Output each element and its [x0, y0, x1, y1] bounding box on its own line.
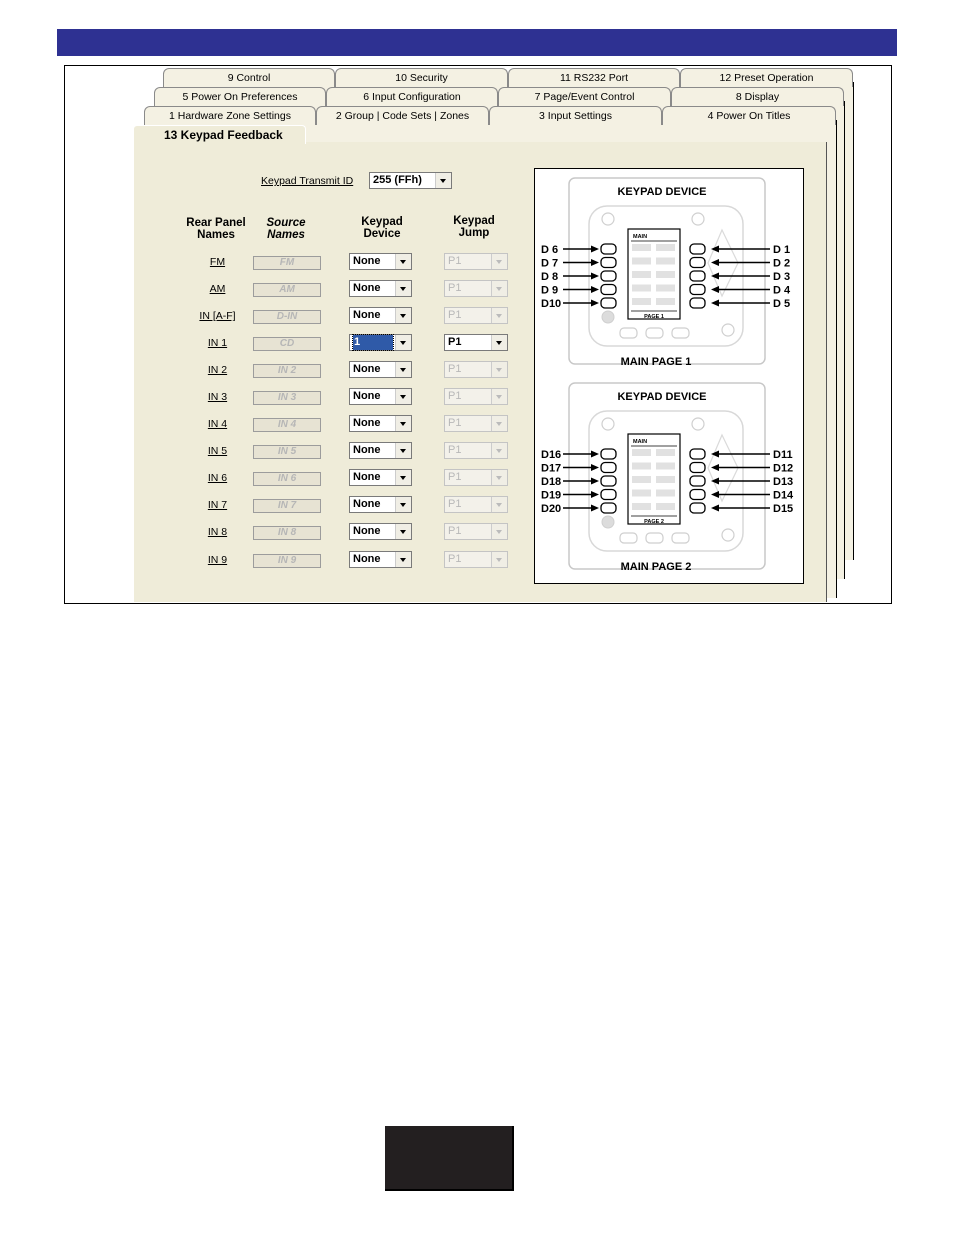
left-button-label: D18: [541, 476, 562, 488]
keypad-screen-bottom-label: PAGE 1: [644, 314, 664, 320]
keypad-device-value: None: [353, 282, 381, 294]
chevron-down-icon[interactable]: [395, 470, 411, 485]
left-button-label: D 7: [541, 257, 559, 270]
keypad-screen-top-label: MAIN: [633, 439, 648, 445]
keypad-right-button: [690, 463, 705, 473]
keypad-left-button: [601, 271, 616, 281]
keypad-round-button: [602, 311, 614, 323]
rear-panel-name: IN 5: [207, 445, 228, 457]
keypad-screen-cell: [656, 476, 675, 483]
keypad-screen-cell: [656, 244, 675, 251]
tab-security[interactable]: 10 Security: [335, 68, 508, 87]
source-name-field: FM: [253, 256, 321, 270]
tab-input-settings[interactable]: 3 Input Settings: [489, 106, 662, 125]
keypad-device-select[interactable]: [349, 334, 412, 351]
keypad-device-value: None: [353, 471, 381, 483]
keypad-jump-value: P1: [448, 498, 462, 510]
keypad-device-select[interactable]: [349, 415, 412, 432]
rear-panel-name: IN 7: [207, 499, 228, 511]
chevron-down-icon[interactable]: [491, 362, 507, 377]
keypad-diagram: [534, 168, 804, 584]
source-name-field: CD: [253, 337, 321, 351]
chevron-down-icon[interactable]: [395, 552, 411, 567]
keypad-jump-select[interactable]: [444, 496, 508, 513]
chevron-down-icon[interactable]: [491, 443, 507, 458]
chevron-down-icon[interactable]: [491, 416, 507, 431]
chevron-down-icon[interactable]: [395, 497, 411, 512]
keypad-device-value: None: [353, 498, 381, 510]
keypad-device-select[interactable]: [349, 469, 412, 486]
keypad-jump-select[interactable]: [444, 469, 508, 486]
keypad-right-button: [690, 298, 705, 308]
right-button-label: D 2: [773, 257, 791, 270]
keypad-jump-value: P1: [448, 336, 462, 348]
keypad-device-value: None: [353, 417, 381, 429]
keypad-jump-select[interactable]: [444, 388, 508, 405]
keypad-jump-value: P1: [448, 363, 462, 375]
keypad-device-select[interactable]: [349, 253, 412, 270]
source-name-field: IN 7: [253, 499, 321, 513]
keypad-screen-cell: [656, 463, 675, 470]
source-name-field: IN 4: [253, 418, 321, 432]
header-rear-panel-names: Rear Panel Names: [186, 217, 246, 241]
keypad-device-select[interactable]: [349, 442, 412, 459]
tab-keypad-feedback[interactable]: 13 Keypad Feedback: [133, 125, 306, 144]
source-name-field: IN 3: [253, 391, 321, 405]
rear-panel-name: IN 9: [207, 554, 228, 566]
tab-group-code-sets-zones[interactable]: 2 Group | Code Sets | Zones: [316, 106, 489, 125]
keypad-jump-value: P1: [448, 471, 462, 483]
source-name-field: IN 2: [253, 364, 321, 378]
keypad-jump-value: P1: [448, 255, 462, 267]
source-name-field: IN 5: [253, 445, 321, 459]
keypad-screen-cell: [632, 503, 651, 510]
keypad-device-select[interactable]: [349, 496, 412, 513]
keypad-left-button: [601, 298, 616, 308]
chevron-down-icon[interactable]: [491, 254, 507, 269]
keypad-jump-select[interactable]: [444, 307, 508, 324]
keypad-jump-select[interactable]: [444, 280, 508, 297]
keypad-screen-cell: [656, 298, 675, 305]
keypad-screen-cell: [632, 285, 651, 292]
rear-panel-name: IN [A-F]: [199, 310, 236, 322]
chevron-down-icon[interactable]: [395, 308, 411, 323]
keypad-left-button: [601, 285, 616, 295]
keypad-left-button: [601, 244, 616, 254]
chevron-down-icon[interactable]: [395, 281, 411, 296]
keypad-screen-cell: [656, 503, 675, 510]
keypad-device-select[interactable]: [349, 307, 412, 324]
keypad-left-button: [601, 463, 616, 473]
keypad-jump-select[interactable]: [444, 523, 508, 540]
keypad-right-button: [690, 449, 705, 459]
left-button-label: D17: [541, 462, 562, 475]
chevron-down-icon[interactable]: [395, 416, 411, 431]
keypad-device-value: None: [353, 553, 381, 565]
tab-hardware-zone-settings[interactable]: 1 Hardware Zone Settings: [144, 106, 316, 125]
source-name-field: IN 6: [253, 472, 321, 486]
right-button-label: D11: [773, 449, 793, 461]
keypad-screen-cell: [656, 258, 675, 265]
keypad-right-button: [690, 258, 705, 268]
keypad-device-value: None: [353, 390, 381, 402]
rear-panel-name: IN 3: [207, 391, 228, 403]
rear-panel-name: IN 8: [207, 526, 228, 538]
keypad-jump-value: P1: [448, 390, 462, 402]
right-button-label: D 4: [773, 284, 791, 297]
header-keypad-device: Keypad Device: [361, 216, 403, 240]
chevron-down-icon[interactable]: [491, 552, 507, 567]
keypad-right-button: [690, 271, 705, 281]
chevron-down-icon[interactable]: [491, 389, 507, 404]
header-keypad-jump: Keypad Jump: [453, 215, 495, 239]
keypad-left-button: [601, 476, 616, 486]
rear-panel-name: IN 1: [207, 337, 228, 349]
keypad-device-title: KEYPAD DEVICE: [617, 186, 707, 198]
keypad-jump-value: P1: [448, 525, 462, 537]
rear-panel-name: IN 6: [207, 472, 228, 484]
left-button-label: D19: [541, 489, 562, 502]
keypad-right-button: [690, 490, 705, 500]
chevron-down-icon[interactable]: [491, 281, 507, 296]
right-button-label: D 1: [773, 244, 791, 256]
keypad-screen-cell: [656, 449, 675, 456]
chevron-down-icon[interactable]: [491, 497, 507, 512]
keypad-device-value: None: [353, 255, 381, 267]
keypad-right-button: [690, 503, 705, 513]
keypad-left-button: [601, 503, 616, 513]
rear-panel-name: IN 4: [207, 418, 228, 430]
tab-power-on-titles[interactable]: 4 Power On Titles: [662, 106, 836, 125]
keypad-jump-select[interactable]: [444, 442, 508, 459]
keypad-device-value: None: [353, 363, 381, 375]
keypad-right-button: [690, 244, 705, 254]
chevron-down-icon[interactable]: [395, 389, 411, 404]
right-button-label: D 3: [773, 271, 791, 283]
keypad-screen-cell: [632, 271, 651, 278]
source-name-field: D-IN: [253, 310, 321, 324]
keypad-jump-select[interactable]: [444, 361, 508, 378]
keypad-device-select[interactable]: [349, 280, 412, 297]
chevron-down-icon[interactable]: [435, 173, 451, 188]
left-button-label: D16: [541, 449, 562, 461]
left-button-label: D 9: [541, 284, 559, 297]
keypad-jump-select[interactable]: [444, 334, 508, 351]
chevron-down-icon[interactable]: [491, 335, 507, 350]
chevron-down-icon[interactable]: [395, 524, 411, 539]
keypad-right-button: [690, 476, 705, 486]
left-button-label: D10: [541, 298, 562, 310]
tab-preset-operation[interactable]: 12 Preset Operation: [680, 68, 853, 87]
chevron-down-icon[interactable]: [491, 470, 507, 485]
keypad-screen-bottom-label: PAGE 2: [644, 519, 664, 525]
keypad-screen-cell: [656, 490, 675, 497]
right-button-label: D15: [773, 503, 794, 515]
top-banner: [57, 29, 897, 56]
left-button-label: D 6: [541, 244, 559, 256]
keypad-jump-value: P1: [448, 282, 462, 294]
keypad-page-caption: MAIN PAGE 1: [620, 356, 692, 368]
keypad-device-select[interactable]: [349, 361, 412, 378]
keypad-screen-cell: [632, 463, 651, 470]
transmit-id-select[interactable]: [369, 172, 452, 189]
source-name-field: IN 8: [253, 526, 321, 540]
source-name-field: IN 9: [253, 554, 321, 568]
keypad-jump-value: P1: [448, 417, 462, 429]
keypad-right-button: [690, 285, 705, 295]
rear-panel-name: IN 2: [207, 364, 228, 376]
left-button-label: D 8: [541, 271, 559, 283]
keypad-screen-cell: [632, 298, 651, 305]
keypad-left-button: [601, 258, 616, 268]
tab-control[interactable]: 9 Control: [163, 68, 335, 87]
tab-power-on-preferences[interactable]: 5 Power On Preferences: [154, 87, 326, 106]
keypad-device-select[interactable]: [349, 388, 412, 405]
transmit-id-value: 255 (FFh): [373, 174, 422, 186]
keypad-jump-select[interactable]: [444, 415, 508, 432]
tab-input-configuration[interactable]: 6 Input Configuration: [326, 87, 498, 106]
chevron-down-icon[interactable]: [395, 362, 411, 377]
keypad-screen-cell: [632, 490, 651, 497]
keypad-device-value: None: [353, 525, 381, 537]
chevron-down-icon[interactable]: [395, 443, 411, 458]
keypad-jump-select[interactable]: [444, 253, 508, 270]
left-button-label: D20: [541, 503, 562, 515]
chevron-down-icon[interactable]: [395, 254, 411, 269]
keypad-device-select[interactable]: [349, 523, 412, 540]
keypad-device-value: None: [353, 444, 381, 456]
keypad-screen-cell: [632, 258, 651, 265]
keypad-jump-value: P1: [448, 553, 462, 565]
keypad-device-select[interactable]: [349, 551, 412, 568]
keypad-screen-cell: [656, 285, 675, 292]
keypad-device-value: 1: [353, 335, 393, 350]
page-number-box: [385, 1126, 514, 1191]
right-button-label: D12: [773, 462, 794, 475]
keypad-jump-value: P1: [448, 309, 462, 321]
chevron-down-icon[interactable]: [491, 308, 507, 323]
header-source-names: Source Names: [266, 217, 306, 241]
chevron-down-icon[interactable]: [491, 524, 507, 539]
keypad-screen-cell: [632, 476, 651, 483]
keypad-device-value: None: [353, 309, 381, 321]
keypad-left-button: [601, 490, 616, 500]
right-button-label: D14: [773, 489, 794, 502]
right-button-label: D13: [773, 476, 794, 488]
tab-display[interactable]: 8 Display: [671, 87, 844, 106]
keypad-jump-value: P1: [448, 444, 462, 456]
tab-rs232-port[interactable]: 11 RS232 Port: [508, 68, 680, 87]
keypad-device-title: KEYPAD DEVICE: [617, 391, 707, 403]
rear-panel-name: AM: [209, 283, 226, 295]
rear-panel-name: FM: [209, 256, 226, 268]
keypad-jump-select[interactable]: [444, 551, 508, 568]
transmit-id-label: Keypad Transmit ID: [261, 175, 354, 187]
keypad-page-caption: MAIN PAGE 2: [620, 561, 692, 573]
keypad-screen-cell: [656, 271, 675, 278]
keypad-round-button: [602, 516, 614, 528]
keypad-screen-cell: [632, 244, 651, 251]
tab-page-event-control[interactable]: 7 Page/Event Control: [498, 87, 671, 106]
right-button-label: D 5: [773, 298, 791, 310]
keypad-screen-top-label: MAIN: [633, 234, 648, 240]
source-name-field: AM: [253, 283, 321, 297]
keypad-diagram-svg: [535, 169, 803, 583]
keypad-screen-cell: [632, 449, 651, 456]
chevron-down-icon[interactable]: [395, 335, 411, 350]
keypad-left-button: [601, 449, 616, 459]
